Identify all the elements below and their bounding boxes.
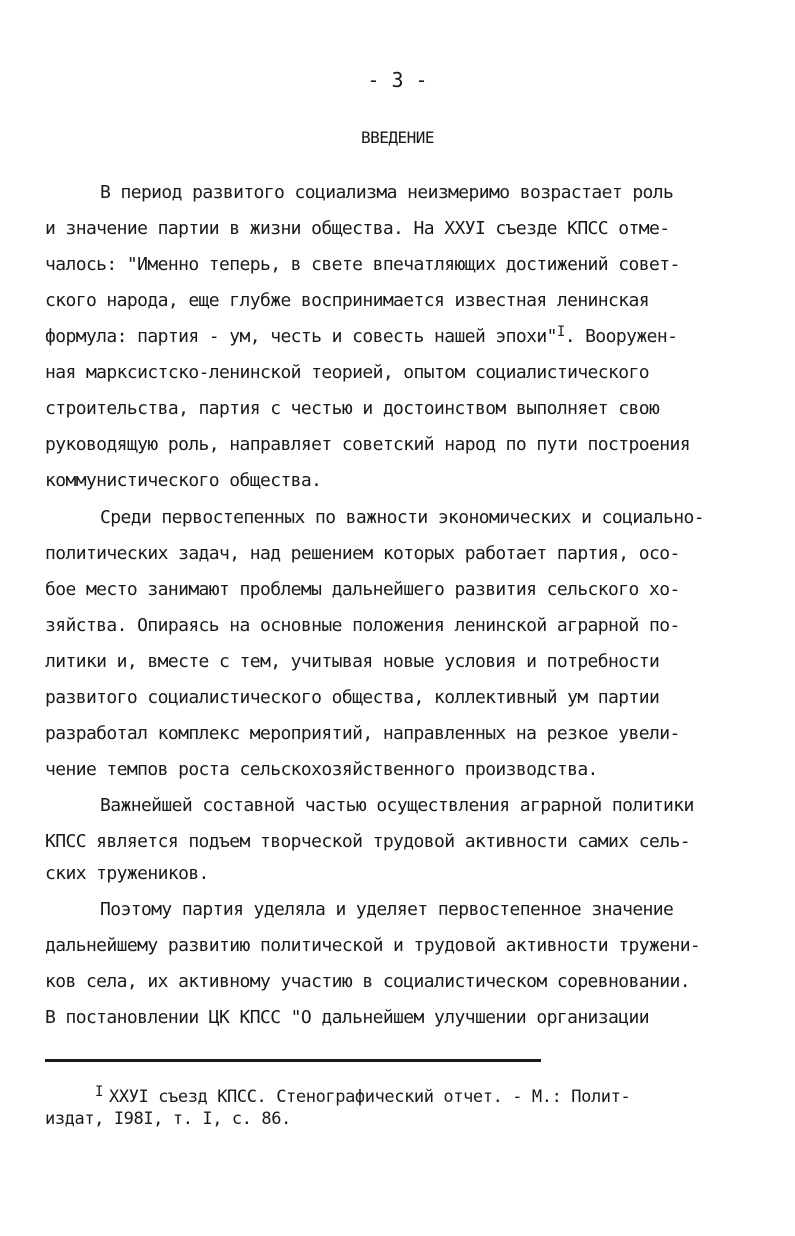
text-line: Среди первостепенных по важности экономических и социально- bbox=[100, 507, 704, 528]
footnote-divider bbox=[45, 1059, 541, 1062]
text-line: ков села, их активному участию в социалистическом соревновании. bbox=[45, 971, 690, 992]
footnote-marker: I bbox=[95, 1084, 104, 1100]
text-line: КПСС является подъем творческой трудовой активности самих сель- bbox=[45, 831, 690, 852]
text-line: строительства, партия с честью и достоинством выполняет свою bbox=[45, 398, 660, 419]
text-segment: формула: партия - ум, честь и совесть нашей эпохи" bbox=[45, 326, 557, 347]
text-line: литики и, вместе с тем, учитывая новые условия и потребности bbox=[45, 651, 660, 672]
text-line: ная марксистско-ленинской теорией, опытом социалистического bbox=[45, 362, 649, 383]
text-line bbox=[45, 326, 677, 348]
text-line: чение темпов роста сельскохозяйственного производства. bbox=[45, 759, 598, 780]
text-line: чалось: "Именно теперь, в свете впечатляющих достижений совет- bbox=[45, 254, 680, 275]
text-line: руководящую роль, направляет советский народ по пути построения bbox=[45, 434, 690, 455]
footnote-line: издат, I98I, т. I, с. 86. bbox=[45, 1109, 291, 1129]
text-line: коммунистического общества. bbox=[45, 470, 322, 491]
text-line: развитого социалистического общества, коллективный ум партии bbox=[45, 687, 660, 708]
page-heading: ВВЕДЕНИЕ bbox=[360, 128, 435, 147]
page-number: - 3 - bbox=[367, 68, 428, 92]
text-line: и значение партии в жизни общества. На ХХУI съезде КПСС отме- bbox=[45, 218, 670, 239]
text-line: разработал комплекс мероприятий, направленных на резкое увели- bbox=[45, 723, 680, 744]
text-line: В период развитого социализма неизмеримо возрастает роль bbox=[100, 182, 674, 203]
footnote-reference: I bbox=[556, 324, 565, 340]
footnote-line bbox=[95, 1084, 631, 1107]
text-line: ских тружеников. bbox=[45, 863, 209, 884]
footnote-text: ХХУI съезд КПСС. Стенографический отчет. - М.: Полит- bbox=[109, 1087, 631, 1107]
text-line: дальнейшему развитию политической и трудовой активности тружени- bbox=[45, 935, 701, 956]
text-line: политических задач, над решением которых работает партия, осо- bbox=[45, 543, 680, 564]
text-segment: . Вооружен- bbox=[564, 326, 678, 347]
text-line: ского народа, еще глубже воспринимается известная ленинская bbox=[45, 290, 649, 311]
text-line: зяйства. Опираясь на основные положения ленинской аграрной по- bbox=[45, 615, 680, 636]
text-line: Важнейшей составной частью осуществления аграрной политики bbox=[100, 795, 694, 816]
text-line: В постановлении ЦК КПСС "О дальнейшем улучшении организации bbox=[45, 1007, 649, 1028]
text-line: Поэтому партия уделяла и уделяет первостепенное значение bbox=[100, 899, 674, 920]
text-line: бое место занимают проблемы дальнейшего развития сельского хо- bbox=[45, 579, 680, 600]
